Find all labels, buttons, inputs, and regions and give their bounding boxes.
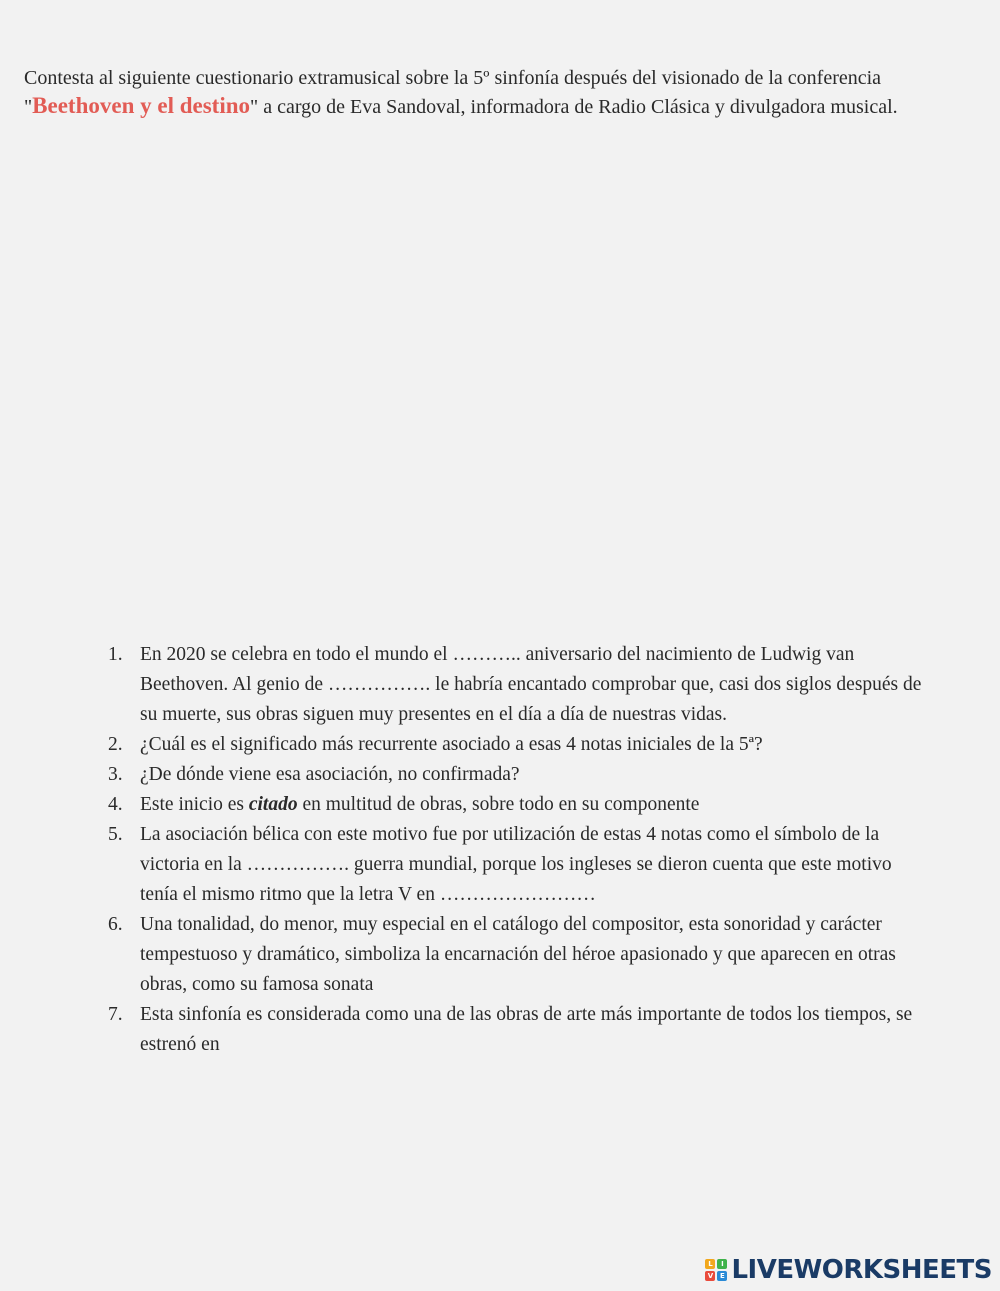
question-list bbox=[100, 640, 930, 1060]
question-item bbox=[100, 820, 930, 910]
question-text: La asociación bélica con este motivo fue por utilización de estas 4 notas como el símbolo de la victoria en la ……………. guerra mundial, porque los ingleses se dieron cuenta que este motivo tenía el mismo ritmo que la letra V en …………………… bbox=[140, 824, 892, 905]
question-number: 7. bbox=[108, 1004, 123, 1025]
logo-mark-letter: V bbox=[705, 1271, 715, 1281]
question-item bbox=[100, 910, 930, 1000]
question-item bbox=[100, 640, 930, 730]
quote-open: " bbox=[24, 96, 33, 118]
conference-title: Beethoven y el destino bbox=[32, 93, 251, 118]
intro-paragraph bbox=[24, 64, 974, 121]
question-text: En 2020 se celebra en todo el mundo el ……….. aniversario del nacimiento de Ludwig van Beethoven. Al genio de ……………. le habría encantado comprobar que, casi dos siglos después de su muerte, sus obras siguen muy presentes en el día a día de nuestras vidas. bbox=[140, 644, 922, 725]
question-text-post: en multitud de obras, sobre todo en su componente bbox=[297, 794, 700, 815]
question-text: ¿De dónde viene esa asociación, no confirmada? bbox=[140, 764, 520, 785]
question-emphasis: citado bbox=[248, 794, 298, 815]
intro-text-before: Contesta al siguiente cuestionario extramusical sobre la 5º sinfonía después del visionado de la conferencia bbox=[24, 67, 882, 89]
question-text: Esta sinfonía es considerada como una de las obras de arte más importante de todos los tiempos, se estrenó en bbox=[140, 1004, 913, 1055]
question-item bbox=[100, 790, 930, 820]
logo-mark-letter: L bbox=[705, 1259, 715, 1269]
liveworksheets-mark-icon bbox=[705, 1259, 727, 1281]
intro-text-after: a cargo de Eva Sandoval, informadora de Radio Clásica y divulgadora musical. bbox=[258, 96, 898, 118]
liveworksheets-logo bbox=[705, 1255, 992, 1285]
liveworksheets-wordmark: LIVEWORKSHEETS bbox=[731, 1255, 992, 1285]
question-item bbox=[100, 730, 930, 760]
question-item bbox=[100, 1000, 930, 1060]
question-text: Una tonalidad, do menor, muy especial en el catálogo del compositor, esta sonoridad y carácter tempestuoso y dramático, simboliza la encarnación del héroe apasionado y que aparecen en otras obras, como su famosa sonata bbox=[140, 914, 896, 995]
question-text-pre: Este inicio es bbox=[140, 794, 249, 815]
quote-close: " bbox=[250, 96, 259, 118]
question-number: 6. bbox=[108, 914, 123, 935]
logo-mark-letter: I bbox=[717, 1259, 727, 1269]
question-text: ¿Cuál es el significado más recurrente asociado a esas 4 notas iniciales de la 5ª? bbox=[140, 734, 763, 755]
question-item bbox=[100, 760, 930, 790]
question-number: 5. bbox=[108, 824, 123, 845]
question-number: 3. bbox=[108, 764, 123, 785]
question-number: 2. bbox=[108, 734, 123, 755]
logo-mark-letter: E bbox=[717, 1271, 727, 1281]
question-number: 4. bbox=[108, 794, 123, 815]
question-number: 1. bbox=[108, 644, 123, 665]
